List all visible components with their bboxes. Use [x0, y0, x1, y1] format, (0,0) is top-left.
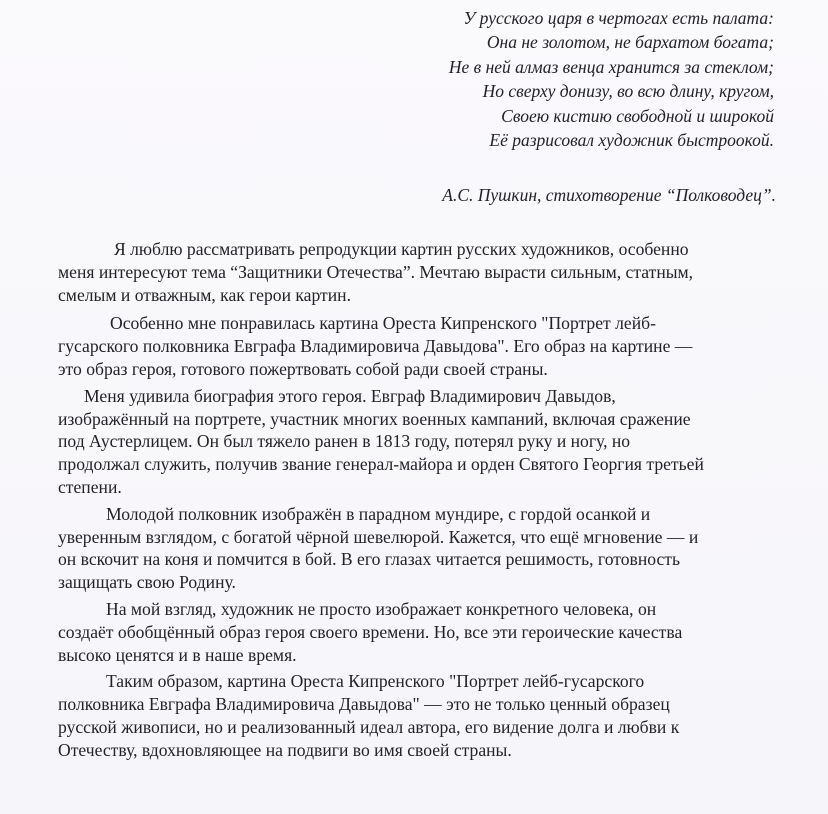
text-line: полковника Евграфа Владимировича Давыдова" — это не только ценный образец	[58, 694, 670, 715]
text-line: степени.	[58, 476, 122, 497]
text-line: Молодой полковник изображён в парадном мундире, с гордой осанкой и	[106, 503, 651, 524]
epigraph-line: Она не золотом, не бархатом богата;	[486, 32, 774, 53]
epigraph-attribution: А.С. Пушкин, стихотворение “Полководец”.	[442, 185, 776, 205]
epigraph-line: У русского царя в чертогах есть палата:	[463, 8, 774, 28]
text-line: Особенно мне понравилась картина Ореста Кипренского "Портрет лейб-	[110, 313, 656, 334]
paragraph-conclusion	[58, 670, 798, 761]
epigraph-line: Но сверху донизу, во всю длину, кругом,	[482, 81, 774, 102]
text-line: Таким образом, картина Ореста Кипренского "Портрет лейб-гусарского	[106, 671, 645, 692]
text-line: под Аустерлицем. Он был тяжело ранен в 1813 году, потерял руку и ногу, но	[58, 431, 631, 452]
epigraph-line: Не в ней алмаз венца хранится за стеклом;	[448, 56, 774, 77]
epigraph-line: Своею кистию свободной и широкой	[501, 105, 774, 126]
text-line: меня интересуют тема “Защитники Отечества”. Мечтаю вырасти сильным, статным,	[58, 261, 694, 282]
essay-body	[58, 238, 798, 762]
paragraph-artist-view	[58, 598, 798, 666]
text-line: гусарского полковника Евграфа Владимировича Давыдова". Его образ на картине —	[58, 336, 693, 357]
text-line: это образ героя, готового пожертвовать собой ради своей страны.	[58, 358, 548, 379]
text-line: Меня удивила биография этого героя. Евграф Владимирович Давыдов,	[84, 385, 616, 406]
text-line: русской живописи, но и реализованный идеал автора, его видение долга и любви к	[58, 716, 680, 737]
text-line: Отечеству, вдохновляющее на подвиги во имя своей страны.	[58, 739, 512, 760]
text-line: продолжал служить, получив звание генерал-майора и орден Святого Георгия третьей	[58, 454, 704, 475]
text-line: уверенным взглядом, с богатой чёрной шевелюрой. Кажется, что ещё мгновение — и	[58, 526, 699, 547]
paragraph-biography	[58, 385, 798, 499]
paragraph-intro	[58, 238, 798, 306]
text-line: Я люблю рассматривать репродукции картин русских художников, особенно	[114, 239, 689, 259]
paragraph-portrait-description	[58, 503, 798, 594]
text-line: создаёт обобщённый образ героя своего времени. Но, все эти героические качества	[58, 621, 683, 642]
epigraph-line: Её разрисовал художник быстроокой.	[489, 130, 774, 151]
text-line: изображённый на портрете, участник многих военных кампаний, включая сражение	[58, 408, 691, 429]
text-line: он вскочит на коня и помчится в бой. В его глазах читается решимость, готовность	[58, 549, 681, 570]
epigraph-poem	[449, 6, 774, 152]
text-line: защищать свою Родину.	[58, 572, 236, 593]
paragraph-favorite-painting	[58, 312, 798, 380]
text-line: высоко ценятся и в наше время.	[58, 644, 297, 665]
text-line: смелым и отважным, как герои картин.	[58, 284, 351, 305]
text-line: На мой взгляд, художник не просто изображает конкретного человека, он	[106, 598, 657, 619]
